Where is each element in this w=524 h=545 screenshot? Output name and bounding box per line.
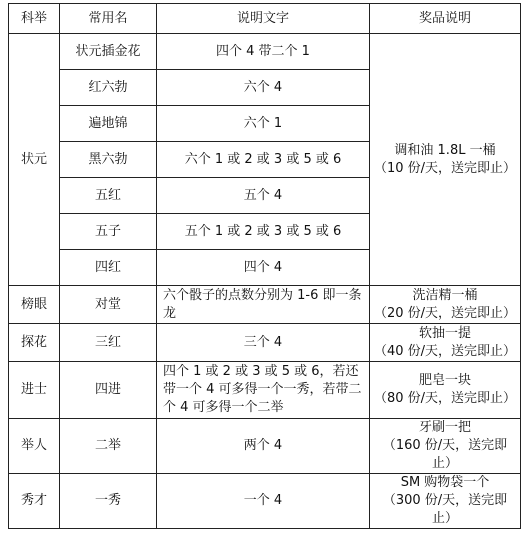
rank-cell-tanhua: 探花 xyxy=(9,324,60,362)
name-cell: 四红 xyxy=(60,250,157,286)
prize-item: 软抽一提 xyxy=(418,325,471,341)
name-cell: 对堂 xyxy=(60,286,157,324)
desc-cell: 六个 1 或 2 或 3 或 5 或 6 xyxy=(157,142,370,178)
rank-cell-juren: 举人 xyxy=(9,419,60,474)
desc-cell: 四个 4 带二个 1 xyxy=(157,34,370,70)
header-row xyxy=(9,4,521,34)
table-row xyxy=(9,324,521,362)
rank-cell-jinshi: 进士 xyxy=(9,362,60,419)
desc-cell: 三个 4 xyxy=(157,324,370,362)
desc-cell: 四个 1 或 2 或 3 或 5 或 6，若还带一个 4 可多得一个一秀，若带二个 4 可多得一个二举 xyxy=(157,362,370,419)
desc-cell: 五个 4 xyxy=(157,178,370,214)
desc-cell: 五个 1 或 2 或 3 或 5 或 6 xyxy=(157,214,370,250)
rank-cell-xiucai: 秀才 xyxy=(9,474,60,529)
name-cell: 红六勃 xyxy=(60,70,157,106)
prize-cell-jinshi xyxy=(370,362,521,419)
name-cell: 黑六勃 xyxy=(60,142,157,178)
desc-cell: 一个 4 xyxy=(157,474,370,529)
header-name: 常用名 xyxy=(60,4,157,34)
prize-item: 牙刷一把 xyxy=(418,420,471,435)
prize-item: 洗洁精一桶 xyxy=(412,287,478,303)
prize-quota: （40 份/天，送完即止） xyxy=(374,343,517,359)
prize-cell-juren xyxy=(370,419,521,474)
name-cell: 二举 xyxy=(60,419,157,474)
rank-cell-bangyan: 榜眼 xyxy=(9,286,60,324)
table-row xyxy=(9,286,521,324)
name-cell: 三红 xyxy=(60,324,157,362)
rank-cell-zhuangyuan: 状元 xyxy=(9,34,60,286)
name-cell: 状元插金花 xyxy=(60,34,157,70)
table-row xyxy=(9,34,521,70)
header-prize: 奖品说明 xyxy=(370,4,521,34)
name-cell: 一秀 xyxy=(60,474,157,529)
table-row xyxy=(9,362,521,419)
prize-table xyxy=(8,3,521,529)
table-row xyxy=(9,419,521,474)
header-description: 说明文字 xyxy=(157,4,370,34)
prize-cell-xiucai xyxy=(370,474,521,529)
prize-quota: （10 份/天，送完即止） xyxy=(374,160,517,176)
desc-cell: 六个骰子的点数分别为 1-6 即一条龙 xyxy=(157,286,370,324)
prize-cell-zhuangyuan xyxy=(370,34,521,286)
prize-item: 肥皂一块 xyxy=(418,373,471,388)
header-rank: 科举 xyxy=(9,4,60,34)
desc-cell: 六个 4 xyxy=(157,70,370,106)
prize-item: SM 购物袋一个 xyxy=(400,475,490,490)
name-cell: 五红 xyxy=(60,178,157,214)
prize-quota: （20 份/天，送完即止） xyxy=(374,305,517,321)
table-row xyxy=(9,474,521,529)
prize-quota: （160 份/天，送完即止） xyxy=(382,438,508,471)
prize-cell-tanhua xyxy=(370,324,521,362)
desc-cell: 两个 4 xyxy=(157,419,370,474)
name-cell: 四进 xyxy=(60,362,157,419)
name-cell: 五子 xyxy=(60,214,157,250)
prize-item: 调和油 1.8L 一桶 xyxy=(394,142,496,158)
prize-quota: （300 份/天，送完即止） xyxy=(382,493,508,526)
name-cell: 遍地锦 xyxy=(60,106,157,142)
desc-cell: 六个 1 xyxy=(157,106,370,142)
desc-cell: 四个 4 xyxy=(157,250,370,286)
prize-quota: （80 份/天，送完即止） xyxy=(374,391,517,406)
prize-cell-bangyan xyxy=(370,286,521,324)
